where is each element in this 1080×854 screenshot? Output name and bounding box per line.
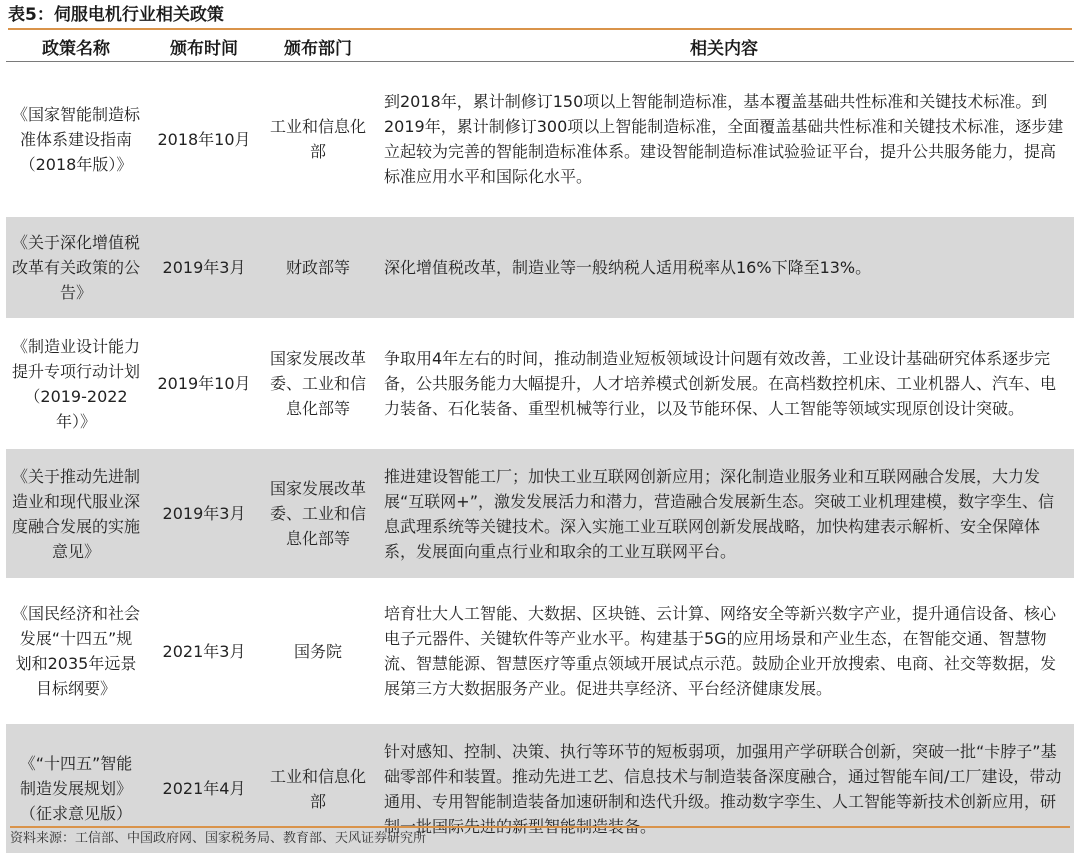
issue-date: 2021年3月	[162, 641, 246, 661]
header-issuing-dept: 颁布部门	[262, 31, 374, 62]
policy-name-cell	[6, 449, 146, 579]
table-row	[6, 579, 1074, 724]
policy-name: 《关于深化增值税改革有关政策的公告》	[12, 233, 141, 302]
policy-name-cell	[6, 579, 146, 724]
header-issue-date: 颁布时间	[146, 31, 262, 62]
source-note: 资料来源：工信部、中国政府网、国家税务局、教育部、天风证券研究所	[10, 826, 1070, 850]
content-cell	[374, 217, 1074, 319]
issuing-dept-cell	[262, 62, 374, 217]
table-caption: 表5：伺服电机行业相关政策	[8, 2, 1072, 30]
issuing-dept-cell	[262, 217, 374, 319]
table-row	[6, 319, 1074, 449]
issue-date: 2019年10月	[157, 374, 251, 393]
issuing-dept: 工业和信息化部	[269, 766, 366, 811]
header-policy-name: 政策名称	[6, 31, 146, 62]
policy-name: 《制造业设计能力提升专项行动计划（2019-2022年）》	[12, 336, 141, 431]
policy-name: 《关于推动先进制造业和现代服业深度融合发展的实施意见》	[12, 466, 141, 561]
content-cell	[374, 449, 1074, 579]
issuing-dept: 工业和信息化部	[269, 117, 366, 161]
policy-content: 深化增值税改革，制造业等一般纳税人适用税率从16%下降至13%。	[384, 258, 872, 277]
policy-name-cell	[6, 62, 146, 217]
policy-content: 培育壮大人工智能、大数据、区块链、云计算、网络安全等新兴数字产业，提升通信设备、核心电子元器件、关键软件等产业水平。构建基于5G的应用场景和产业生态，在智能交通、智慧物流、智慧能源、智慧医疗等重点领域开展试点示范。鼓励企业开放搜索、电商、社交等数据，发展第三方大数据服务产业。促进共享经济、平台经济健康发展。	[384, 604, 1057, 698]
table-row	[6, 217, 1074, 319]
policy-name-cell	[6, 217, 146, 319]
issuing-dept-cell	[262, 449, 374, 579]
policy-name: 《国民经济和社会发展“十四五”规划和2035年远景目标纲要》	[12, 604, 141, 698]
header-content: 相关内容	[374, 31, 1074, 62]
policy-content: 推进建设智能工厂；加快工业互联网创新应用；深化制造业服务业和互联网融合发展，大力发展“互联网+”，激发发展活力和潜力，营造融合发展新生态。突破工业机理建模，数字孪生、信息武理系统等关键技术。深入实施工业互联网创新发展战略，加快构建表示解析、安全保障体系，发展面向重点行业和取余的工业互联网平台。	[384, 466, 1054, 561]
issue-date: 2021年4月	[162, 779, 246, 798]
issue-date: 2019年3月	[162, 504, 246, 523]
policy-content: 针对感知、控制、决策、执行等环节的短板弱项，加强用产学研联合创新，突破一批“卡脖子”基础零部件和装置。推动先进工艺、信息技术与制造装备深度融合，通过智能车间/工厂建设，带动通用、专用智能制造装备加速研制和迭代升级。推动数字孪生、人工智能等新技术创新应用，研制一批国际先进的新型智能制造装备。	[384, 741, 1062, 836]
policy-name: 《“十四五”智能制造发展规划》（征求意见版）	[19, 754, 133, 823]
issue-date: 2018年10月	[157, 129, 251, 149]
issue-date-cell	[146, 449, 262, 579]
issuing-dept: 国务院	[293, 641, 342, 661]
issuing-dept: 国家发展改革委、工业和信息化部等	[269, 479, 366, 548]
issuing-dept-cell	[262, 319, 374, 449]
table-row	[6, 62, 1074, 217]
issue-date-cell	[146, 217, 262, 319]
issue-date-cell	[146, 579, 262, 724]
issue-date-cell	[146, 319, 262, 449]
policy-content: 到2018年，累计制修订150项以上智能制造标准，基本覆盖基础共性标准和关键技术标准。到2019年，累计制修订300项以上智能制造标准，全面覆盖基础共性标准和关键技术标准，逐步建立起较为完善的智能制造标准体系。建设智能制造标准试验验证平台，提升公共服务能力，提高标准应用水平和国际化水平。	[384, 92, 1064, 186]
policy-content: 争取用4年左右的时间，推动制造业短板领域设计问题有效改善，工业设计基础研究体系逐步完备，公共服务能力大幅提升，人才培养模式创新发展。在高档数控机床、工业机器人、汽车、电力装备、石化装备、重型机械等行业，以及节能环保、人工智能等领域实现原创设计突破。	[384, 349, 1057, 418]
issue-date-cell	[146, 62, 262, 217]
content-cell	[374, 319, 1074, 449]
content-cell	[374, 579, 1074, 724]
issuing-dept: 财政部等	[285, 258, 350, 277]
issuing-dept-cell	[262, 579, 374, 724]
table-row	[6, 449, 1074, 579]
policy-name-cell	[6, 319, 146, 449]
table-header-row	[6, 31, 1074, 62]
issuing-dept: 国家发展改革委、工业和信息化部等	[269, 349, 366, 418]
content-cell	[374, 62, 1074, 217]
policy-name: 《国家智能制造标准体系建设指南（2018年版）》	[12, 104, 141, 174]
policy-table	[6, 31, 1074, 854]
issue-date: 2019年3月	[162, 258, 246, 277]
